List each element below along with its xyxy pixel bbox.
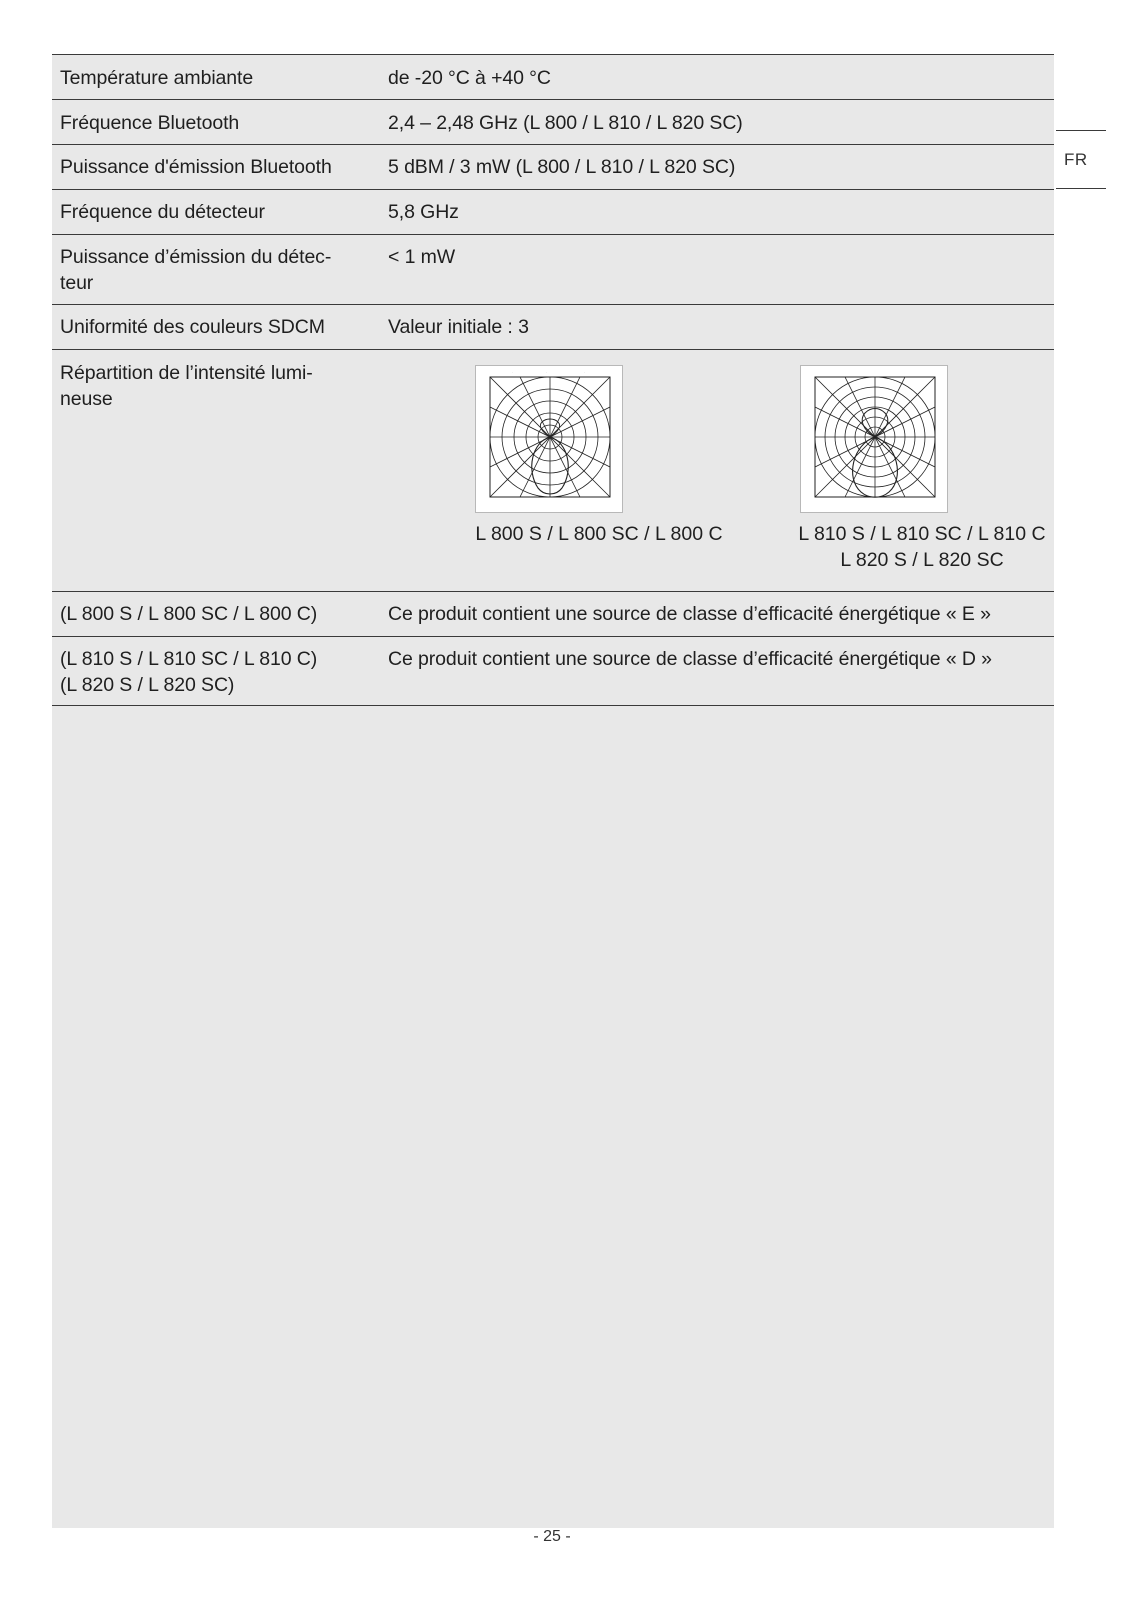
diagram-caption: L 800 S / L 800 SC / L 800 C bbox=[475, 523, 723, 545]
page-number: - 25 - bbox=[533, 1528, 571, 1545]
row-label bbox=[60, 244, 360, 296]
row-value: 5,8 GHz bbox=[388, 201, 459, 223]
row-label: Uniformité des couleurs SDCM bbox=[60, 316, 325, 338]
row-label: Température ambiante bbox=[60, 67, 254, 89]
row-label-line: Répartition de l’intensité lumi- bbox=[60, 362, 313, 384]
row-value: < 1 mW bbox=[388, 246, 456, 268]
light-distribution-diagram bbox=[475, 365, 623, 513]
svg-text:·: · bbox=[512, 370, 513, 374]
row-label bbox=[60, 646, 360, 698]
table-row bbox=[52, 189, 1054, 234]
row-label: Fréquence Bluetooth bbox=[60, 112, 240, 134]
table-bottom-rule bbox=[52, 705, 1054, 706]
row-value: de -20 °C à +40 °C bbox=[388, 67, 551, 89]
row-label-line: (L 810 S / L 810 SC / L 810 C) bbox=[60, 648, 318, 670]
row-label-line: neuse bbox=[60, 388, 113, 410]
caption-line: L 810 S / L 810 SC / L 810 C bbox=[798, 523, 1046, 545]
light-distribution-diagram bbox=[800, 365, 948, 513]
caption-line: L 820 S / L 820 SC bbox=[840, 549, 1004, 571]
diagram-caption bbox=[772, 521, 1072, 573]
svg-text:·: · bbox=[546, 370, 547, 374]
table-row bbox=[52, 349, 1054, 591]
row-value: Ce produit contient une source de classe d’efficacité énergétique « D » bbox=[388, 648, 992, 670]
side-tab-top-rule bbox=[1056, 130, 1106, 131]
row-label-line: Puissance d’émission du détec- bbox=[60, 246, 332, 268]
svg-text:·: · bbox=[584, 370, 585, 374]
row-label-line: teur bbox=[60, 272, 94, 294]
row-value: Valeur initiale : 3 bbox=[388, 316, 529, 338]
side-tab-bottom-rule bbox=[1056, 188, 1106, 189]
row-value: 2,4 – 2,48 GHz (L 800 / L 810 / L 820 SC) bbox=[388, 112, 743, 134]
table-row bbox=[52, 304, 1054, 349]
row-label: Puissance d'émission Bluetooth bbox=[60, 156, 332, 178]
table-row bbox=[52, 54, 1054, 99]
row-label: (L 800 S / L 800 SC / L 800 C) bbox=[60, 603, 318, 625]
row-value: Ce produit contient une source de classe d’efficacité énergétique « E » bbox=[388, 603, 991, 625]
table-row bbox=[52, 234, 1054, 304]
table-row bbox=[52, 591, 1054, 636]
row-label-line: (L 820 S / L 820 SC) bbox=[60, 674, 235, 696]
table-row bbox=[52, 636, 1054, 706]
table-row bbox=[52, 99, 1054, 144]
row-label: Fréquence du détecteur bbox=[60, 201, 265, 223]
table-row bbox=[52, 144, 1054, 189]
row-value: 5 dBM / 3 mW (L 800 / L 810 / L 820 SC) bbox=[388, 156, 736, 178]
language-tab: FR bbox=[1064, 150, 1088, 169]
row-label bbox=[60, 360, 360, 412]
